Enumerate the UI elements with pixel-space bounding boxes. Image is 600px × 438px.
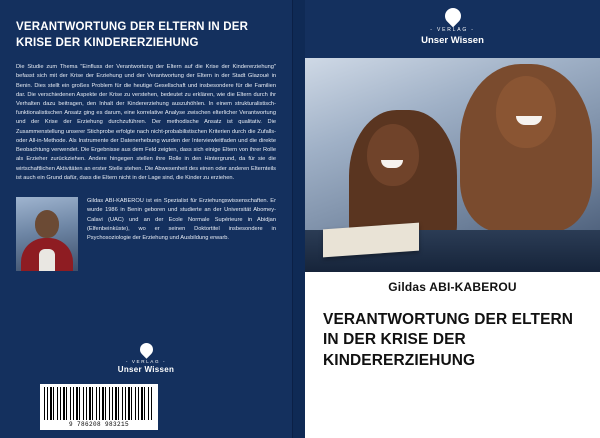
back-cover-panel	[0, 0, 292, 438]
barcode	[40, 384, 158, 430]
photo-child-face	[367, 124, 419, 186]
author-bio-block	[16, 197, 276, 271]
author-portrait	[16, 197, 78, 271]
portrait-shirt-shape	[39, 249, 55, 271]
back-imprint-name: Unser Wissen	[117, 365, 175, 374]
front-cover-title: VERANTWORTUNG DER ELTERN IN DER KRISE DER KINDERERZIEHUNG	[323, 311, 574, 369]
water-drop-icon	[137, 340, 155, 358]
barcode-bars	[44, 387, 154, 420]
back-imprint-label: - VERLAG -	[125, 359, 167, 364]
front-publisher-mark	[305, 8, 600, 46]
barcode-number: 9 786208 983215	[68, 421, 129, 428]
front-imprint-name: Unser Wissen	[421, 35, 484, 46]
author-bio-text: Gildas ABI-KABEROU ist ein Spezialist für Erziehungswissenschaften. Er wurde 1986 in Benin geboren und studierte an der Universität Abomey-Calavi (UAC) und an der Ecole Normale Supérieure in Abidjan (Elfenbeinküste), wo er seinen Doktortitel insbesondere in Psychosoziologie der Erziehung und Ausbildung erwarb.	[87, 198, 276, 242]
water-drop-icon	[441, 5, 464, 28]
photo-mother-face	[496, 76, 556, 148]
back-cover-title: VERANTWORTUNG DER ELTERN IN DER KRISE DER KINDERERZIEHUNG	[16, 21, 249, 49]
front-imprint-label: - VERLAG -	[430, 27, 475, 33]
front-cover-panel	[305, 0, 600, 438]
back-publisher-mark	[0, 343, 292, 374]
cover-photograph	[305, 58, 600, 272]
back-cover-abstract: Die Studie zum Thema "Einfluss der Verantwortung der Eltern auf die Krise der Kindererziehung" befasst sich mit der Krise der Erziehung und der Verantwortung der Eltern in der Stadt Glazoué in Benin. Dies stellt ein großes Problem für die heutige Gesellschaft und insbesondere für die Familien dar. Die verschiedenen Aspekte der Krise zu verstehen, bedeutet zu erklären, wie die Eltern durch ihr Verhalten dazu beitragen, den Inhalt der Kindererziehung auszuhöhlen. In einem strukturalistisch-funktionalistischen Ansatz ging es darum, eine korrelative Analyse zwischen elterlicher Verantwortung und der Krise der Erziehung durchzuführen. Der methodische Ansatz ist qualitativ. Die Zusammenstellung unserer Stichprobe erfolgte nach nicht-probabilistischen Kriterien durch die Zufalls- oder All-in-Methode. Als Instrumente der Datenerhebung wurden der Interviewleitfaden und die direkte Beobachtung verwendet. Die Ergebnisse aus dem Feld zeigten, dass sich einige Eltern von ihrer Rolle als Erzieher zurückziehen. Andere hingegen stellen ihre Rolle in den Hintergrund, da für sie die wirtschaftlichen Aktivitäten an erster Stelle stehen. Die Abwesenheit des einen oder anderen Elternteils ist auch ein Grund dafür, dass die Eltern nicht in der Lage sind, die Kinder zu erziehen.	[16, 64, 276, 181]
front-cover-header	[305, 0, 600, 272]
front-cover-author: Gildas ABI-KABEROU	[388, 280, 517, 294]
portrait-head-shape	[35, 210, 59, 238]
